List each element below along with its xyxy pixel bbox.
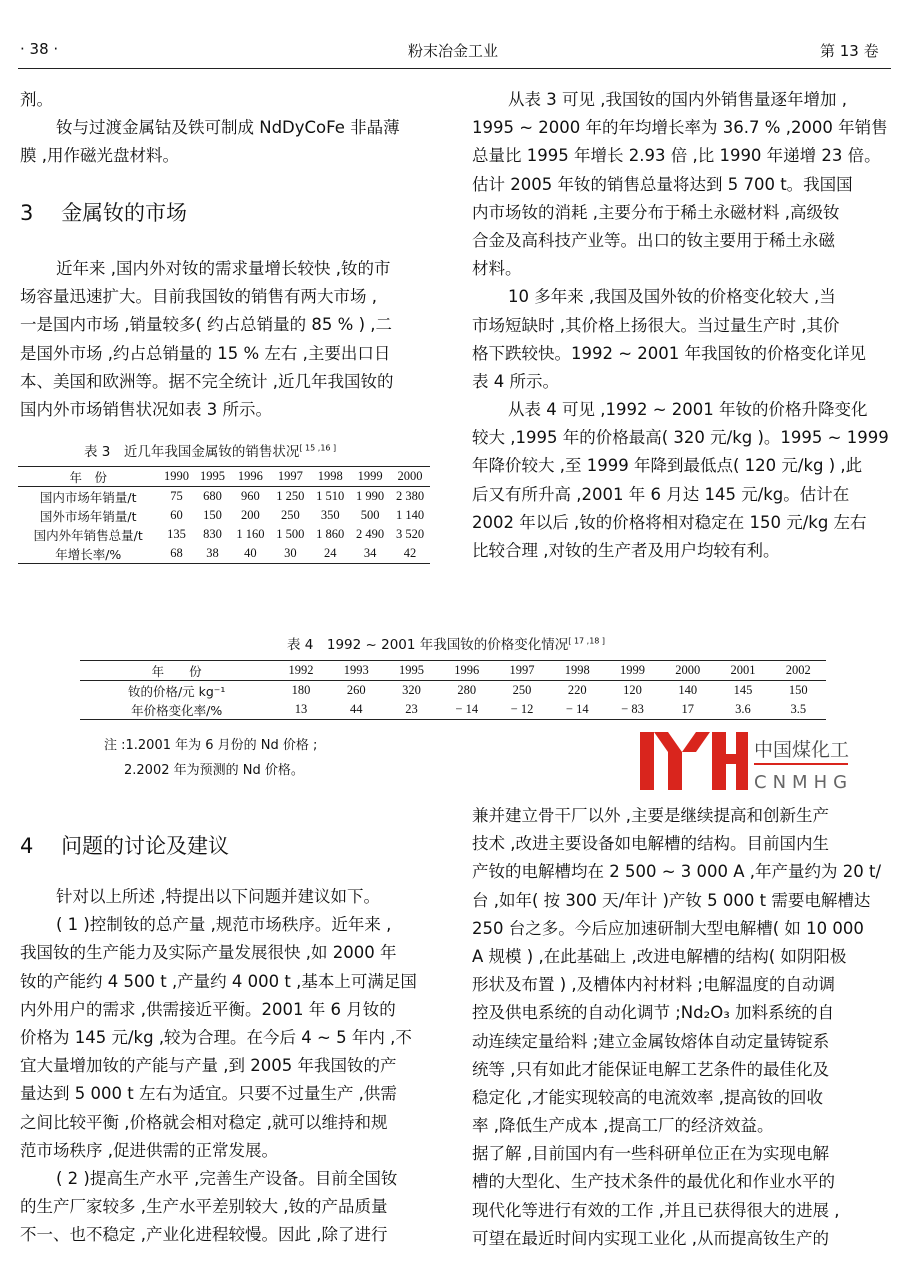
table-cell: 250 [280,508,300,522]
header-cell: 1998 [317,469,343,483]
text-line: 本、美国和欧洲等。据不完全统计 ,近几年我国钕的 [20,371,394,391]
header-cell: 1998 [564,663,590,677]
text-line: 从表 3 可见 ,我国钕的国内外销售量逐年增加 , [508,90,847,109]
text-line: 格下跌较快。1992 ~ 2001 年我国钕的价格变化详见 [472,343,867,363]
svg-text:CNMHG: CNMHG [754,772,850,792]
header-cell: 年 份 [151,663,202,679]
watermark-logo [640,730,850,792]
table3 [18,466,430,564]
text-line: 250 台之多。今后应加速研制大型电解槽( 如 10 000 [472,918,864,938]
table-cell: 1 160 [236,527,265,541]
header-rule [18,68,891,69]
journal-name: 粉末冶金工业 [408,42,499,60]
section-3-text [20,255,394,424]
text-line: 近年来 ,国内外对钕的需求量增长较快 ,钕的市 [56,259,391,278]
header-cell: 1993 [343,663,369,677]
text-line: 统等 ,只有如此才能保证电解工艺条件的最佳化及 [472,1059,829,1079]
text-line: 宜大量增加钕的产能与产量 ,到 2005 年我国钕的产 [20,1056,397,1076]
table4-note-1: 注 :1.2001 年为 6 月份的 Nd 价格 ; [104,738,318,753]
text-line: 较大 ,1995 年的价格最高( 320 元/kg )。1995 ~ 1999 [472,428,889,448]
table-cell: 75 [170,489,183,503]
header-cell: 1996 [237,469,263,483]
table-cell: 180 [291,683,311,697]
text-line: 产钕的电解槽均在 2 500 ~ 3 000 A ,年产量约为 20 t/ [472,862,882,882]
table3-caption [84,440,336,460]
header-cell: 1997 [509,663,535,677]
text-line: 范市场秩序 ,促进供需的正常发展。 [20,1140,278,1160]
text-line: 可望在最近时间内实现工业化 ,从而提高钕生产的 [472,1228,829,1248]
caption-text: 表 4 1992 ~ 2001 年我国钕的价格变化情况 [287,637,569,653]
table-cell: 60 [170,508,183,522]
table-cell: 500 [360,508,380,522]
section-4-right-text [472,802,881,1253]
text-line: 兼并建立骨干厂以外 ,主要是继续提高和创新生产 [472,806,829,825]
volume: 第 13 卷 [820,42,879,60]
text-line: 从表 4 可见 ,1992 ~ 2001 年钕的价格升降变化 [508,400,868,420]
table-cell: 24 [323,546,337,560]
table-cell: 260 [346,683,366,697]
caption-ref: [ 15 ,16 ] [299,443,337,453]
text-line: 针对以上所述 ,特提出以下问题并建议如下。 [56,887,380,906]
text-line: 1995 ~ 2000 年的年均增长率为 36.7 % ,2000 年销售 [472,118,888,138]
text-line: 膜 ,用作磁光盘材料。 [20,146,179,166]
text-line: A 规模 ) ,在此基础上 ,改进电解槽的结构( 如阴阳极 [472,946,847,966]
table-cell: 350 [320,508,340,522]
table-cell: 1 250 [276,489,305,503]
header-cell: 年 份 [69,469,107,485]
table-cell: − 14 [455,702,479,716]
table-cell: 30 [284,546,297,560]
text-line: 是国外市场 ,约占总销量的 15 % 左右 ,主要出口日 [20,343,391,363]
right-top-text [472,86,889,565]
table-cell: 280 [457,683,477,697]
header-cell: 1990 [163,469,189,483]
table-cell: 17 [681,702,694,716]
text-line: 内外用户的需求 ,供需接近平衡。2001 年 6 月钕的 [20,999,396,1019]
table4-caption [287,633,605,653]
text-line: ( 1 )控制钕的总产量 ,规范市场秩序。近年来 , [56,915,392,935]
table-cell: 135 [167,527,186,541]
table-cell: 120 [623,683,642,697]
table-cell: 1 860 [316,527,345,541]
table-cell: 320 [402,683,421,697]
text-line: 动连续定量给料 ;建立金属钕熔体自动定量铸锭系 [472,1031,830,1051]
text-line: 国内外市场销售状况如表 3 所示。 [20,399,272,419]
text-line: 后又有所升高 ,2001 年 6 月达 145 元/kg。估计在 [472,484,850,504]
header-cell: 2000 [397,469,423,483]
table-cell: 34 [363,546,377,560]
section-title: 问题的讨论及建议 [61,834,230,858]
text-line: 形状及布置 ) ,及槽体内衬材料 ;电解温度的自动调 [472,975,835,995]
text-line: 技术 ,改进主要设备如电解槽的结构。目前国内生 [472,834,829,854]
text-line: 钕与过渡金属钴及铁可制成 NdDyCoFe 非晶薄 [56,118,400,138]
table-cell: 国内市场年销量/t [39,489,137,505]
table-cell: 140 [678,683,698,697]
table-cell: 200 [241,508,260,522]
section-4-left-text [20,883,417,1249]
page-number: · 38 · [20,40,59,58]
table-cell: 1 500 [276,527,305,541]
text-line: 现代化等进行有效的工作 ,并且已获得很大的进展 , [472,1200,840,1220]
table-cell: 国外市场年销量/t [39,508,137,524]
table-cell: − 12 [510,702,534,716]
text-line: 价格为 145 元/kg ,较为合理。在今后 4 ~ 5 年内 ,不 [20,1027,412,1047]
header-cell: 1999 [619,663,645,677]
text-line: 稳定化 ,才能实现较高的电流效率 ,提高钕的回收 [472,1087,823,1107]
table-header-row [18,467,430,487]
table-cell: 钕的价格/元 kg⁻¹ [127,683,226,699]
table-cell: 145 [733,683,753,697]
table-cell: 年增长率/% [55,546,122,562]
header-cell: 2002 [785,663,811,677]
text-line: 台 ,如年( 按 300 天/年计 )产钕 5 000 t 需要电解槽达 [472,890,871,910]
table-row [80,681,826,701]
table-cell: 1 140 [395,508,425,522]
table-cell: 250 [512,683,532,697]
table-cell: − 83 [621,702,644,716]
table-row [18,506,430,525]
table-row [18,525,430,544]
text-line: 场容量迅速扩大。目前我国钕的销售有两大市场 , [20,287,377,307]
text-line: 比较合理 ,对钕的生产者及用户均较有利。 [472,541,780,560]
text-line: 钕的产能约 4 500 t ,产量约 4 000 t ,基本上可满足国 [20,971,417,991]
text-line: 控及供电系统的自动化调节 ;Nd₂O₃ 加料系统的自 [472,1003,835,1023]
text-line: 2002 年以后 ,钕的价格将相对稳定在 150 元/kg 左右 [472,512,867,532]
table-cell: − 14 [565,702,589,716]
left-top-text [20,86,400,171]
table-cell: 150 [788,683,808,697]
table-cell: 830 [203,527,222,541]
text-line: 据了解 ,目前国内有一些科研单位正在为实现电解 [472,1144,829,1164]
text-line: ( 2 )提高生产水平 ,完善生产设备。目前全国钕 [56,1168,398,1188]
header-cell: 2000 [675,663,701,677]
section-number: 4 [20,834,34,858]
table-cell: 150 [203,508,222,522]
text-line: 槽的大型化、生产技术条件的最优化和作业水平的 [472,1172,835,1192]
table-cell: 3 520 [395,527,425,541]
table-cell: 960 [241,489,260,503]
header-cell: 1992 [288,663,314,677]
text-line: 剂。 [20,90,53,109]
table-cell: 680 [203,489,222,503]
text-line: 不一、也不稳定 ,产业化进程较慢。因此 ,除了进行 [20,1225,388,1245]
section-3-heading [20,197,187,227]
table-cell: 1 510 [316,489,345,503]
table-cell: 68 [170,546,183,560]
table-cell: 44 [349,702,363,716]
header-cell: 2001 [730,663,756,677]
text-line: 之间比较平衡 ,价格就会相对稳定 ,就可以维持和规 [20,1112,388,1132]
table-header-row [80,661,826,681]
table-cell: 2 490 [356,527,385,541]
text-line: 估计 2005 年钕的销售总量将达到 5 700 t。我国国 [472,174,853,194]
text-line: 年降价较大 ,至 1999 年降到最低点( 120 元/kg ) ,此 [472,456,863,476]
text-line: 10 多年来 ,我国及国外钕的价格变化较大 ,当 [508,287,836,307]
section-title: 金属钕的市场 [61,201,188,225]
header-cell: 1996 [454,663,480,677]
table-cell: 23 [405,702,418,716]
table-cell: 220 [567,683,587,697]
text-line: 内市场钕的消耗 ,主要分布于稀土永磁材料 ,高级钕 [472,202,840,222]
text-line: 总量比 1995 年增长 2.93 倍 ,比 1990 年递增 23 倍。 [472,146,881,166]
table-row [80,700,826,720]
table4 [80,660,826,720]
table-cell: 1 990 [356,489,385,503]
caption-text: 表 3 近几年我国金属钕的销售状况 [84,444,300,460]
section-number: 3 [20,201,34,225]
table-cell: 国内外年销售总量/t [33,527,143,543]
table-cell: 3.5 [790,702,807,716]
header-cell: 1999 [357,469,383,483]
table-cell: 3.6 [735,702,751,716]
caption-ref: [ 17 ,18 ] [568,636,606,646]
text-line: 表 4 所示。 [472,371,559,391]
table4-note-2: 2.2002 年为预测的 Nd 价格。 [124,763,304,778]
text-line: 市场短缺时 ,其价格上扬很大。当过量生产时 ,其价 [472,315,840,335]
text-line: 量达到 5 000 t 左右为适宜。只要不过量生产 ,供需 [20,1084,397,1104]
text-line: 材料。 [472,259,522,279]
table-row [18,487,430,507]
header-cell: 1995 [398,663,424,677]
text-line: 率 ,降低生产成本 ,提高工厂的经济效益。 [472,1116,774,1136]
table-cell: 40 [244,546,257,560]
table-cell: 2 380 [395,489,425,503]
text-line: 一是国内市场 ,销量较多( 约占总销量的 85 % ) ,二 [20,315,393,335]
table-cell: 42 [403,546,417,560]
svg-text:中国煤化工: 中国煤化工 [754,739,850,761]
table-cell: 13 [294,702,308,716]
text-line: 的生产厂家较多 ,生产水平差别较大 ,钕的产品质量 [20,1197,388,1217]
table-cell: 年价格变化率/% [131,702,223,718]
table-row [18,544,430,564]
text-line: 我国钕的生产能力及实际产量发展很快 ,如 2000 年 [20,943,397,963]
section-4-heading [20,830,229,860]
header-cell: 1995 [199,469,225,483]
text-line: 合金及高科技产业等。出口的钕主要用于稀土永磁 [472,230,835,250]
table-cell: 38 [206,546,219,560]
header-cell: 1997 [277,469,303,483]
